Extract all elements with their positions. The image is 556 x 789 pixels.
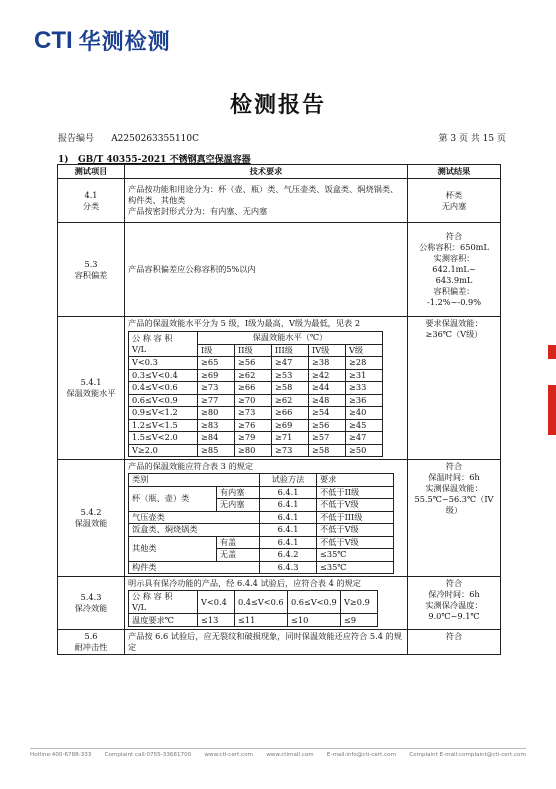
level-row (129, 394, 383, 407)
level-cell: ≥80 (198, 407, 235, 420)
item-cell (58, 629, 125, 654)
requirement-value: 不低于V级 (317, 499, 394, 512)
volume-range: 0.6≤V<0.9 (288, 591, 341, 614)
result-text: 643.9mL (435, 275, 473, 286)
method-cell: 6.4.1 (260, 511, 317, 524)
level-cell: ≥56 (235, 357, 272, 370)
volume-range: V<0.4 (198, 591, 235, 614)
requirement-value: 不低于V级 (317, 536, 394, 549)
volume-header-label: 公 称 容 积 (132, 591, 173, 602)
footer-complaint-call: Complaint call:0755-33681700 (104, 752, 192, 758)
requirement-value: ≤35℃ (317, 549, 394, 562)
result-text: 实测容积： (433, 252, 475, 263)
level-cell: ≥53 (272, 369, 309, 382)
level-cell: V≥2.0 (129, 444, 198, 457)
level-cell: ≥83 (198, 419, 235, 432)
result-text: 杯类 (445, 189, 463, 200)
cold-retention-table (128, 590, 378, 627)
result-text: 实测保冷温度： (425, 600, 483, 611)
level-cell: ≥70 (235, 394, 272, 407)
level-cell: ≥44 (309, 382, 346, 395)
table-row (58, 179, 501, 223)
table-row (58, 223, 501, 317)
result-cell (408, 577, 501, 630)
table-row (58, 577, 501, 630)
level-cell: ≥65 (198, 357, 235, 370)
level-cell: ≥31 (346, 369, 383, 382)
requirement-text: 产品的保温效能应符合表 3 的规定 (128, 461, 254, 472)
item-cell (58, 317, 125, 460)
requirement-value: 不低于II级 (317, 486, 394, 499)
subcategory-cell: 无内塞 (216, 499, 259, 512)
level-cell: ≥48 (309, 394, 346, 407)
level-cell: ≥69 (272, 419, 309, 432)
level-cell: ≥58 (309, 444, 346, 457)
subcategory-cell: 有内塞 (216, 486, 259, 499)
requirement-cell (125, 179, 408, 223)
test-results-table (57, 164, 501, 655)
method-cell: 6.4.3 (260, 561, 317, 574)
result-cell (408, 223, 501, 317)
footer-complaint-email: Complaint E-mail:complaint@cti-cert.com (409, 752, 526, 758)
result-text: -1.2%~-0.9% (427, 297, 481, 308)
requirement-cell (125, 460, 408, 577)
level-cell: ≥73 (272, 444, 309, 457)
item-number: 5.4.1 (80, 377, 102, 388)
level-row (129, 432, 383, 445)
result-cell: 符合 (408, 629, 501, 654)
header-item: 测试项目 (58, 165, 125, 179)
section-text: GB/T 40355-2021 不锈钢真空保温容器 (77, 155, 251, 165)
method-cell: 6.4.2 (260, 549, 317, 562)
level-cell: ≥42 (309, 369, 346, 382)
subcategory-cell: 无盖 (216, 549, 259, 562)
report-title: 检测报告 (229, 93, 326, 118)
level-cell: 0.9≤V<1.2 (129, 407, 198, 420)
item-cell (58, 179, 125, 223)
logo-name: 华测检测 (78, 30, 171, 55)
result-text: 保冷时间：6h (428, 589, 480, 600)
table-row (58, 317, 501, 460)
requirement-value: ≤35℃ (317, 561, 394, 574)
report-number (58, 131, 199, 144)
result-text: 9.0℃~9.1℃ (428, 611, 480, 622)
method-cell: 6.4.1 (260, 536, 317, 549)
level-cell: 1.2≤V<1.5 (129, 419, 198, 432)
level-cell: ≥73 (198, 382, 235, 395)
volume-header-unit: V/L (132, 602, 147, 613)
level-cell: ≥47 (272, 357, 309, 370)
level-cell: 0.4≤V<0.6 (129, 382, 198, 395)
level-cell: ≥77 (198, 394, 235, 407)
item-name: 耐冲击性 (74, 641, 108, 652)
edge-stamp-mark (548, 385, 556, 435)
level-cell: ≥85 (198, 444, 235, 457)
level-cell: 0.6≤V<0.9 (129, 394, 198, 407)
level-label: III级 (272, 344, 309, 357)
result-text: 要求保温效能： (425, 318, 483, 329)
method-cell: 6.4.1 (260, 486, 317, 499)
item-number: 5.3 (84, 258, 98, 269)
result-cell (408, 460, 501, 577)
level-cell: 1.5≤V<2.0 (129, 432, 198, 445)
level-cell: ≥62 (272, 394, 309, 407)
item-name: 保冷效能 (74, 603, 108, 614)
level-cell: ≥73 (235, 407, 272, 420)
footer-email: E-mail:info@cti-cert.com (326, 752, 396, 758)
level-row (129, 369, 383, 382)
col-header: 试验方法 (260, 474, 317, 487)
level-row (129, 357, 383, 370)
level-label: I级 (198, 344, 235, 357)
level-cell: ≥80 (235, 444, 272, 457)
item-number: 4.1 (84, 189, 98, 200)
temp-value: ≤13 (198, 614, 235, 627)
level-cell: ≥38 (309, 357, 346, 370)
result-text: ≥36℃（V级） (425, 329, 483, 340)
result-text: 保温时间：6h (428, 472, 480, 483)
result-text: 容积偏差： (433, 286, 475, 297)
level-row (129, 444, 383, 457)
logo-brand: CTI (34, 26, 73, 54)
volume-header (129, 332, 198, 357)
result-cell (408, 317, 501, 460)
level-cell: ≥28 (346, 357, 383, 370)
temp-value: ≤9 (341, 614, 378, 627)
category-cell: 饭盒类、焖烧锅类 (129, 524, 260, 537)
footer-website: www.cti-cert.com (204, 752, 253, 758)
requirement-cell: 产品容积偏差应公称容积的5%以内 (125, 223, 408, 317)
company-logo (34, 25, 171, 56)
level-cell: ≥47 (346, 432, 383, 445)
level-cell: ≥56 (309, 419, 346, 432)
result-text: 642.1mL~ (432, 264, 476, 275)
result-text: 55.5℃~56.3℃（IV (414, 494, 494, 505)
temp-label: 温度要求℃ (129, 614, 198, 627)
category-cell: 构件类 (129, 561, 260, 574)
level-cell: ≥33 (346, 382, 383, 395)
requirement-text: 产品的保温效能水平分为 5 级，I级为最高，V级为最低，见表 2 (128, 318, 361, 329)
subcategory-cell: 有盖 (216, 536, 259, 549)
level-cell: ≥45 (346, 419, 383, 432)
col-header: 要求 (317, 474, 394, 487)
volume-header-label: 公 称 容 积 (132, 333, 173, 344)
item-name: 容积偏差 (74, 269, 108, 280)
level-cell: ≥50 (346, 444, 383, 457)
temp-value: ≤10 (288, 614, 341, 627)
volume-range: 0.4≤V<0.6 (235, 591, 288, 614)
col-header: 类别 (129, 474, 260, 487)
footer-divider (30, 748, 526, 749)
section-num: 1) (58, 155, 69, 165)
requirement-value: 不低于V级 (317, 524, 394, 537)
result-text: 符合 (445, 230, 463, 241)
item-cell (58, 577, 125, 630)
level-cell: 0.3≤V<0.4 (129, 369, 198, 382)
level-header: 保温效能水平（℃） (198, 332, 383, 345)
level-cell: ≥66 (235, 382, 272, 395)
level-cell: ≥58 (272, 382, 309, 395)
item-number: 5.4.2 (80, 507, 102, 518)
result-text: 级） (445, 505, 463, 516)
item-number: 5.6 (84, 630, 98, 641)
level-cell: ≥69 (198, 369, 235, 382)
page-info: 第 3 页 共 15 页 (438, 134, 506, 144)
level-cell: V<0.3 (129, 357, 198, 370)
level-row (129, 382, 383, 395)
volume-header-unit: V/L (132, 344, 147, 355)
table-row (58, 460, 501, 577)
level-cell: ≥66 (272, 407, 309, 420)
method-cell: 6.4.1 (260, 499, 317, 512)
level-cell: ≥57 (309, 432, 346, 445)
level-cell: ≥71 (272, 432, 309, 445)
edge-stamp-mark (548, 345, 556, 359)
level-cell: ≥36 (346, 394, 383, 407)
result-cell (408, 179, 501, 223)
report-number-label: 报告编号 (58, 134, 95, 144)
insulation-requirement-table (128, 473, 394, 574)
report-number-value: A2250263355110C (111, 134, 200, 144)
table-header-row (58, 165, 501, 179)
level-cell: ≥84 (198, 432, 235, 445)
level-cell: ≥79 (235, 432, 272, 445)
insulation-level-table (128, 331, 383, 457)
requirement-text: 产品按密封形式分为：有内塞、无内塞 (128, 206, 268, 217)
level-cell: ≥54 (309, 407, 346, 420)
level-cell: ≥40 (346, 407, 383, 420)
level-label: II级 (235, 344, 272, 357)
requirement-cell (125, 317, 408, 460)
level-cell: ≥62 (235, 369, 272, 382)
footer (30, 752, 526, 758)
item-cell (58, 460, 125, 577)
requirement-text: 产品按功能和用途分为：杯（壶、瓶）类、气压壶类、饭盒类、焖烧锅类、构件类、其他类 (128, 183, 399, 206)
category-cell: 其他类 (129, 536, 217, 561)
item-name: 保温效能水平 (66, 388, 116, 399)
level-label: V级 (346, 344, 383, 357)
result-text: 符合 (445, 461, 463, 472)
item-cell (58, 223, 125, 317)
result-text: 无内塞 (441, 200, 467, 211)
result-text: 公称容积：650mL (419, 241, 489, 252)
item-name: 保温效能 (74, 518, 108, 529)
header-requirement: 技术要求 (125, 165, 408, 179)
requirement-value: 不低于III级 (317, 511, 394, 524)
volume-header (129, 591, 198, 614)
item-number: 5.4.3 (80, 591, 102, 602)
level-row (129, 407, 383, 420)
requirement-text: 明示具有保冷功能的产品，经 6.4.4 试验后，应符合表 4 的规定 (128, 578, 361, 589)
header-result: 测试结果 (408, 165, 501, 179)
footer-hotline: Hotline:400-6788-333 (30, 752, 92, 758)
category-cell: 杯（瓶、壶）类 (129, 486, 217, 511)
volume-range: V≥0.9 (341, 591, 378, 614)
footer-mall: www.ctimall.com (266, 752, 314, 758)
requirement-cell: 产品按 6.6 试验后，应无裂纹和破损现象，同时保温效能还应符合 5.4 的规定 (125, 629, 408, 654)
table-row (58, 629, 501, 654)
item-name: 分类 (82, 200, 100, 211)
level-cell: ≥76 (235, 419, 272, 432)
level-label: IV级 (309, 344, 346, 357)
requirement-cell (125, 577, 408, 630)
temp-value: ≤11 (235, 614, 288, 627)
result-text: 符合 (445, 578, 463, 589)
category-cell: 气压壶类 (129, 511, 260, 524)
result-text: 实测保温效能： (425, 483, 483, 494)
level-row (129, 419, 383, 432)
method-cell: 6.4.1 (260, 524, 317, 537)
